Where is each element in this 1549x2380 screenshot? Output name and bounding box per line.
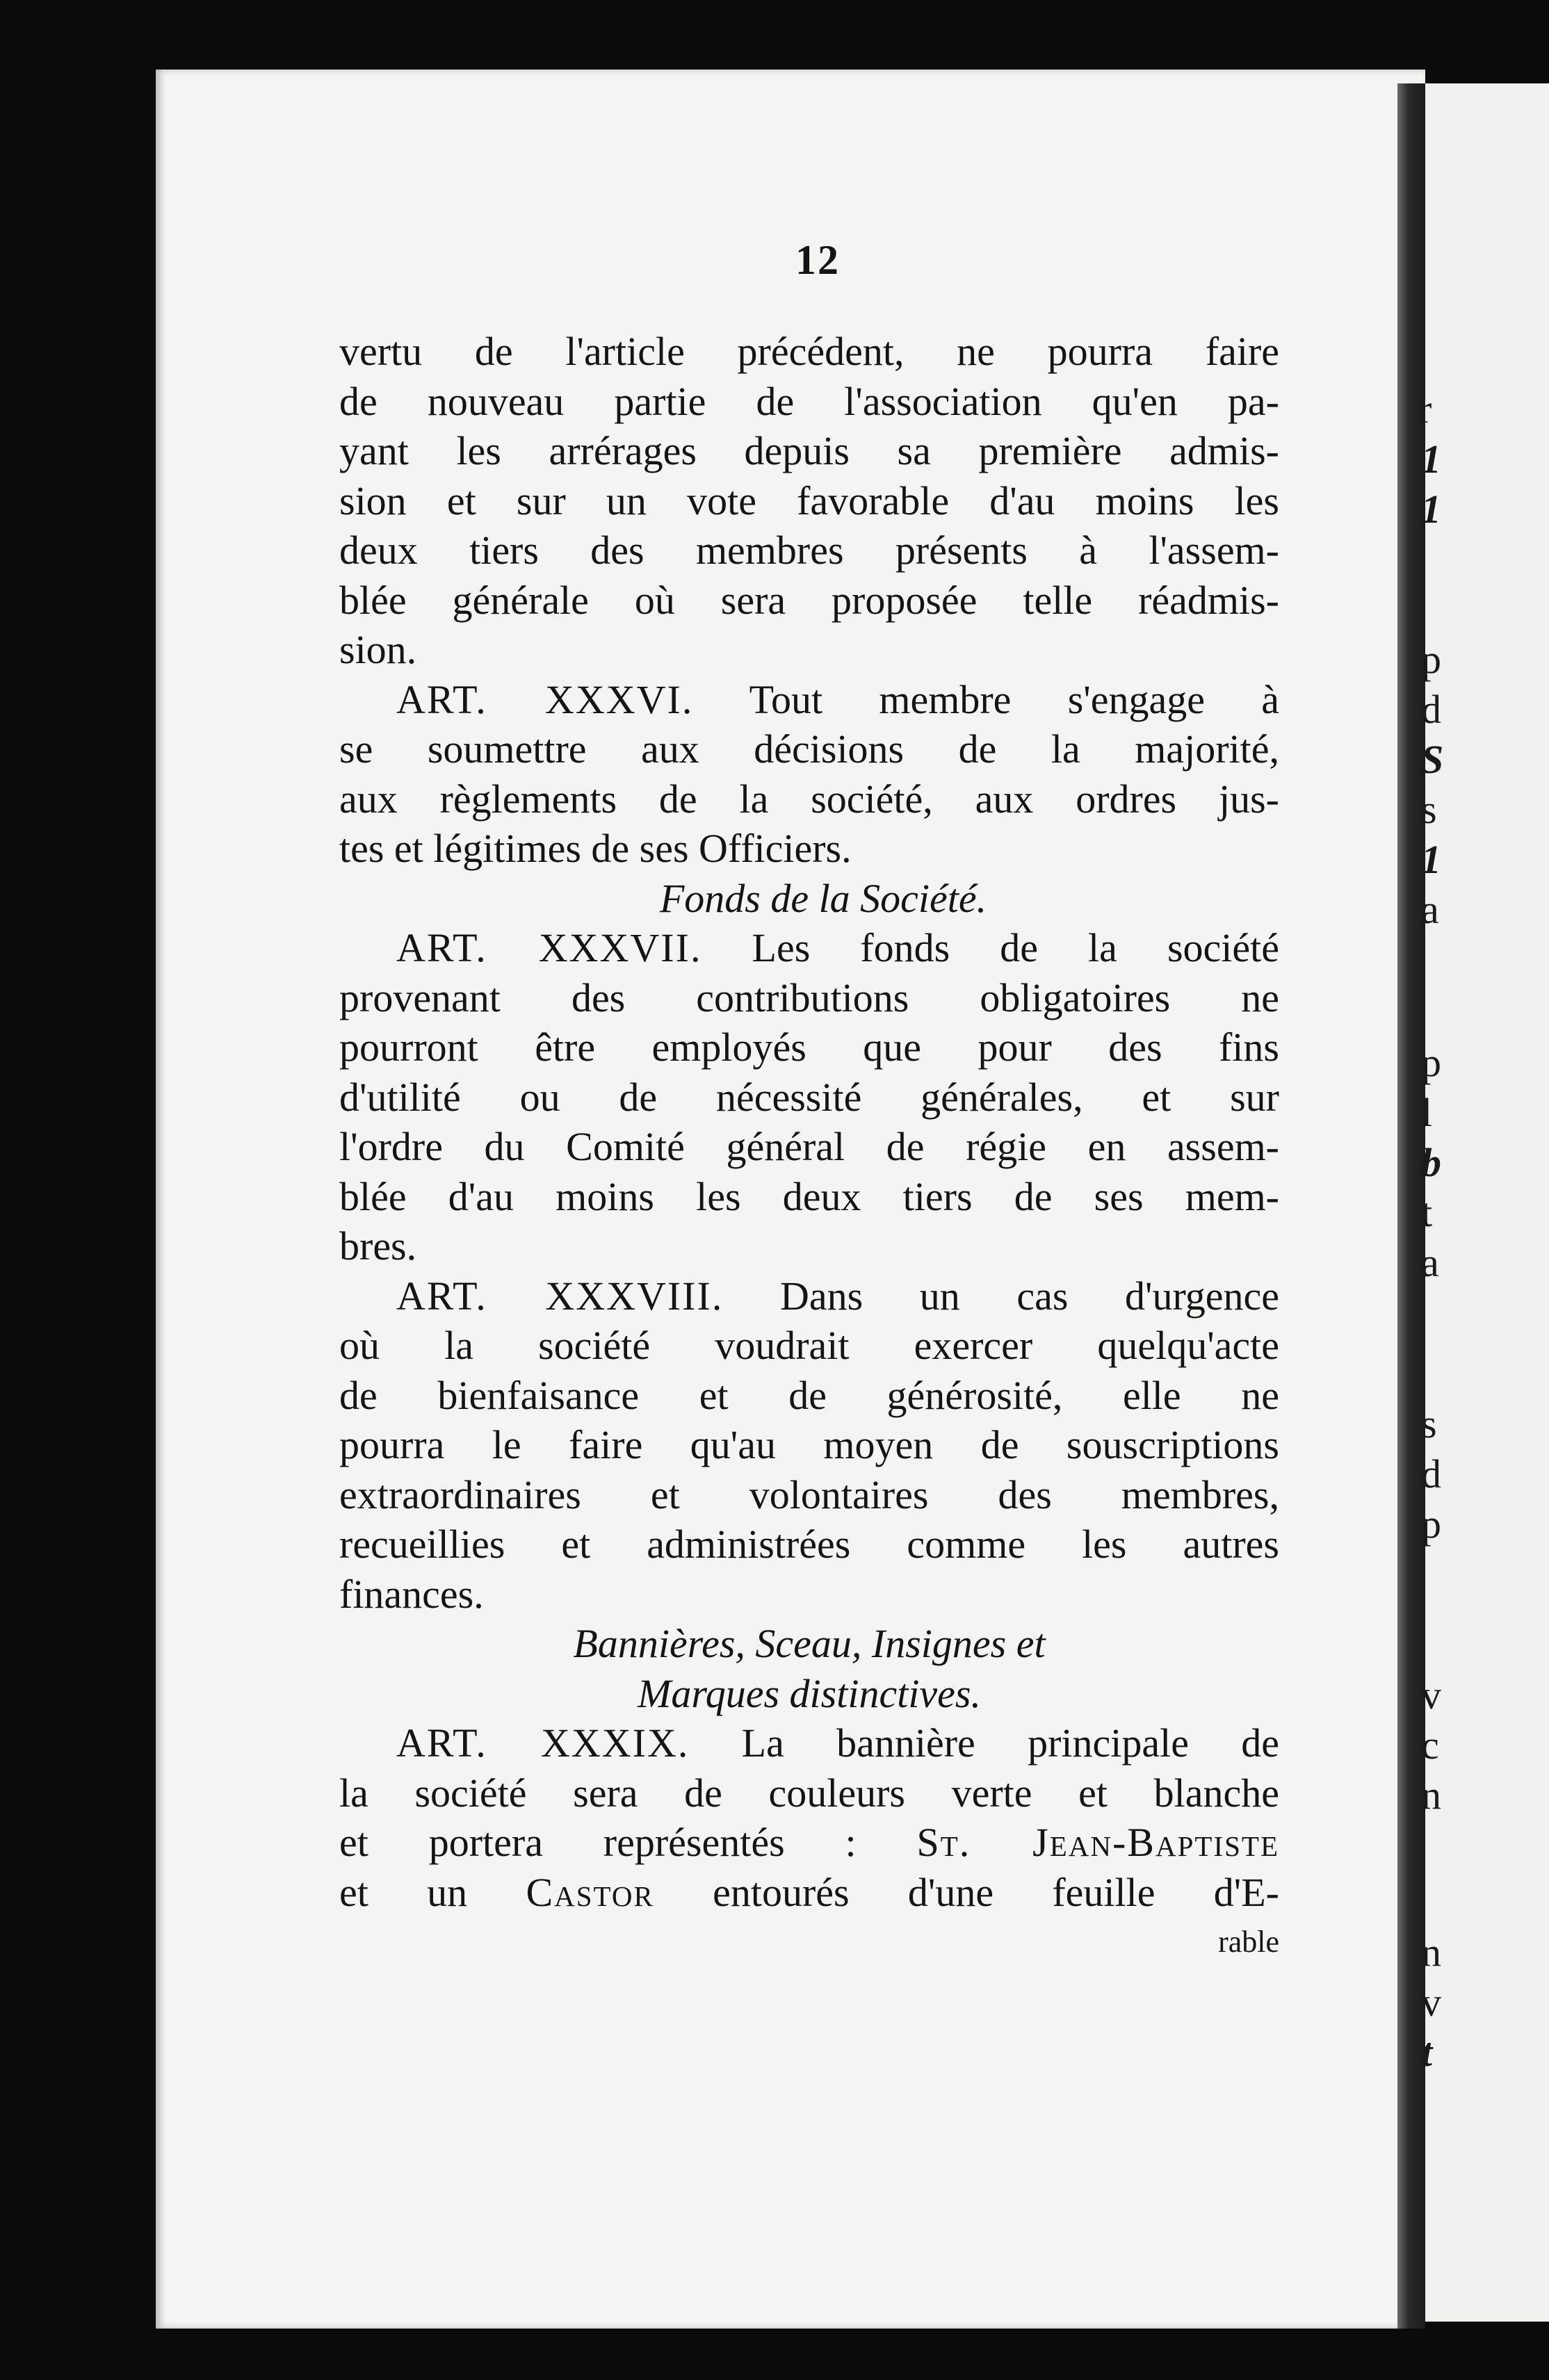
- page-number: 12: [795, 237, 840, 283]
- text-line: provenant des contributions obligatoires ne: [339, 975, 1279, 1020]
- section-heading: Bannières, Sceau, Insignes et: [573, 1621, 1046, 1666]
- text-line: pourront être employés que pour des fins: [339, 1025, 1279, 1070]
- article-37-first-line: [339, 923, 1279, 973]
- next-page-fragment: 1: [1421, 837, 1441, 882]
- next-page-fragment: n: [1421, 1930, 1441, 1975]
- next-page-fragment: p: [1421, 1501, 1441, 1547]
- next-page-fragment: n: [1421, 1772, 1441, 1818]
- next-page-fragment: t: [1421, 1190, 1433, 1235]
- next-page-fragment: a: [1421, 1240, 1439, 1285]
- next-page-fragment: p: [1421, 1040, 1441, 1085]
- text-line: la société sera de couleurs verte et blanche: [339, 1770, 1279, 1816]
- text-line: deux tiers des membres présents à l'assem-: [339, 528, 1279, 573]
- text-line: bres.: [339, 1223, 417, 1269]
- text-line: blée générale où sera proposée telle réadmis-: [339, 577, 1279, 623]
- next-page-fragment: d: [1421, 1451, 1441, 1497]
- next-page-fragment: l: [1421, 1090, 1433, 1135]
- text-line: pourra le faire qu'au moyen de souscriptions: [339, 1422, 1279, 1467]
- adjacent-page-edge: [1418, 83, 1549, 2322]
- catchword: rable: [1218, 1925, 1279, 1959]
- castor-name: Castor: [526, 1869, 654, 1915]
- next-page-fragment: 1: [1421, 487, 1441, 532]
- text-line: où la société voudrait exercer quelqu'acte: [339, 1323, 1279, 1368]
- next-page-fragment: r: [1418, 386, 1432, 432]
- text-fragment: et portera représentés :: [339, 1820, 857, 1865]
- text-line: tes et légitimes de ses Officiers.: [339, 826, 852, 871]
- text-line: aux règlements de la société, aux ordres jus-: [339, 776, 1279, 822]
- text-line: de bienfaisance et de générosité, elle ne: [339, 1372, 1279, 1418]
- text-line: d'utilité ou de nécessité générales, et sur: [339, 1074, 1279, 1120]
- article-number: ART. XXXIX.: [396, 1720, 690, 1766]
- text-fragment: et un: [339, 1869, 468, 1915]
- article-number: ART. XXXVI.: [396, 676, 694, 722]
- article-text: Dans un cas d'urgence: [779, 1273, 1280, 1319]
- article-number: ART. XXXVIII.: [396, 1273, 724, 1319]
- text-line: sion.: [339, 627, 417, 672]
- article-number: ART. XXXVII.: [396, 925, 702, 970]
- section-heading: Marques distinctives.: [638, 1670, 981, 1716]
- text-line: extraordinaires et volontaires des membres,: [339, 1472, 1279, 1517]
- next-page-fragment: d: [1421, 687, 1441, 732]
- page-text: [339, 327, 1279, 1967]
- next-page-fragment: S: [1421, 737, 1444, 782]
- next-page-fragment: s: [1421, 1401, 1437, 1446]
- next-page-fragment: v: [1421, 1980, 1441, 2025]
- text-line: blée d'au moins les deux tiers de ses mem-: [339, 1173, 1279, 1219]
- text-line: finances.: [339, 1571, 484, 1617]
- text-line: [339, 1818, 1279, 1868]
- article-text: Tout membre s'engage à: [749, 676, 1279, 722]
- text-line: yant les arrérages depuis sa première admis-: [339, 428, 1279, 473]
- saint-name: St. Jean-Baptiste: [916, 1820, 1279, 1865]
- next-page-fragment: b: [1421, 1140, 1441, 1185]
- text-line: se soumettre aux décisions de la majorité,: [339, 726, 1279, 772]
- text-line: recueillies et administrées comme les autres: [339, 1522, 1279, 1567]
- text-line: [339, 1868, 1279, 1918]
- article-38-first-line: [339, 1271, 1279, 1321]
- next-page-fragment: a: [1421, 887, 1439, 932]
- text-line: de nouveau partie de l'association qu'en pa-: [339, 378, 1279, 424]
- text-line: sion et sur un vote favorable d'au moins les: [339, 478, 1279, 523]
- article-36-first-line: [339, 675, 1279, 725]
- next-page-fragment: s: [1421, 787, 1437, 832]
- section-heading: Fonds de la Société.: [659, 875, 987, 921]
- next-page-fragment: v: [1421, 1672, 1441, 1718]
- article-39-first-line: [339, 1718, 1279, 1768]
- text-line: l'ordre du Comité général de régie en assem-: [339, 1124, 1279, 1169]
- next-page-fragment: t: [1421, 2030, 1433, 2075]
- article-text: La bannière principale de: [741, 1720, 1280, 1766]
- next-page-fragment: c: [1421, 1722, 1439, 1768]
- next-page-fragment: 1: [1421, 437, 1441, 482]
- article-text: Les fonds de la société: [752, 925, 1280, 970]
- next-page-fragment: p: [1421, 637, 1441, 682]
- text-line: vertu de l'article précédent, ne pourra faire: [339, 329, 1279, 374]
- text-fragment: entourés d'une feuille d'E-: [713, 1869, 1280, 1915]
